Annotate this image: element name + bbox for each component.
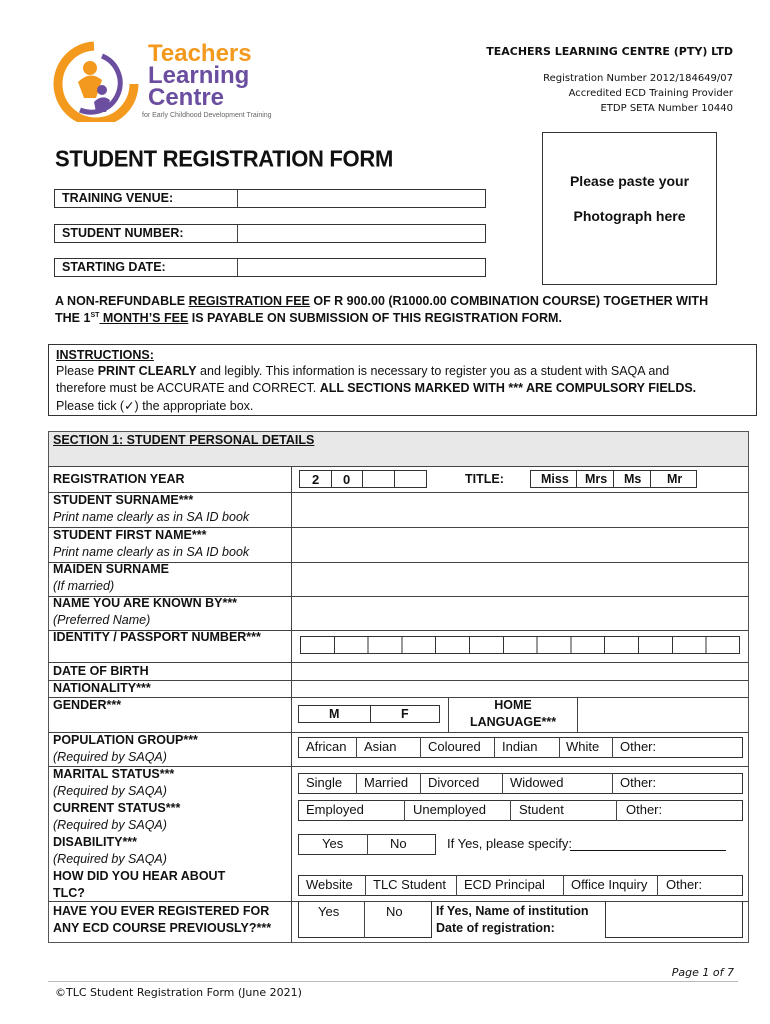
- current-status-label: CURRENT STATUS***: [53, 801, 181, 815]
- photo-box-text-2: Photograph here: [573, 208, 686, 224]
- marital-single[interactable]: Single: [306, 775, 343, 790]
- known-by-field[interactable]: [292, 597, 748, 629]
- hear-office-inquiry[interactable]: Office Inquiry: [571, 877, 648, 892]
- training-venue-row: [54, 189, 486, 208]
- surname-label: STUDENT SURNAME***: [53, 493, 194, 507]
- instructions-box: [48, 344, 757, 416]
- previous-date-label: Date of registration:: [436, 921, 555, 935]
- logo-line-1: Teachers: [148, 40, 252, 67]
- logo-mark-icon: [50, 40, 146, 122]
- instructions-line-1: Please PRINT CLEARLY and legibly. This information is necessary to register you as a student with SAQA and: [56, 364, 670, 378]
- surname-field[interactable]: [292, 493, 748, 526]
- previous-no[interactable]: No: [386, 904, 403, 919]
- nationality-field[interactable]: [292, 681, 748, 696]
- disability-specify-label: If Yes, please specify:: [447, 836, 573, 851]
- disability-label: DISABILITY***: [53, 835, 138, 849]
- company-accreditation: Accredited ECD Training Provider: [568, 88, 733, 99]
- instructions-line-2: therefore must be ACCURATE and CORRECT. ALL SECTIONS MARKED WITH *** ARE COMPULSORY FIELDS.: [56, 381, 697, 395]
- section-1-heading: SECTION 1: STUDENT PERSONAL DETAILS: [53, 433, 315, 447]
- marital-status-note: (Required by SAQA): [53, 784, 167, 798]
- title-ms[interactable]: Ms: [613, 470, 651, 488]
- population-group-note: (Required by SAQA): [53, 750, 167, 764]
- current-unemployed[interactable]: Unemployed: [413, 802, 486, 817]
- population-white[interactable]: White: [566, 739, 600, 754]
- page-number: Page 1 of 7: [671, 966, 734, 979]
- instructions-heading: INSTRUCTIONS:: [56, 348, 154, 362]
- year-digit-1[interactable]: 2: [299, 470, 332, 488]
- population-group-label: POPULATION GROUP***: [53, 733, 198, 747]
- dob-field[interactable]: [292, 663, 748, 679]
- hear-website[interactable]: Website: [306, 877, 353, 892]
- hear-other[interactable]: Other:: [666, 877, 703, 892]
- id-number-boxes[interactable]: [300, 636, 740, 654]
- marital-other[interactable]: Other:: [620, 775, 657, 790]
- current-other[interactable]: Other:: [626, 802, 663, 817]
- known-by-label: NAME YOU ARE KNOWN BY***: [53, 596, 238, 610]
- year-digit-4[interactable]: [394, 470, 427, 488]
- marital-married[interactable]: Married: [364, 775, 409, 790]
- instructions-line-3: Please tick (✓) the appropriate box.: [56, 399, 254, 413]
- starting-date-row: [54, 258, 486, 277]
- surname-note: Print name clearly as in SA ID book: [53, 510, 250, 524]
- current-student[interactable]: Student: [519, 802, 564, 817]
- previous-institution-label: If Yes, Name of institution: [436, 904, 589, 918]
- starting-date-label: STARTING DATE:: [62, 260, 166, 274]
- company-reg-number: Registration Number 2012/184649/07: [543, 73, 733, 84]
- logo-line-3: Centre: [148, 84, 225, 111]
- disability-specify-field[interactable]: [570, 850, 726, 851]
- company-name: TEACHERS LEARNING CENTRE (PTY) LTD: [486, 45, 733, 58]
- footer-copyright: ©TLC Student Registration Form (June 2021): [55, 986, 302, 999]
- home-language-label-1: HOME: [494, 698, 532, 712]
- starting-date-field[interactable]: [238, 259, 485, 276]
- marital-widowed[interactable]: Widowed: [510, 775, 564, 790]
- marital-divorced[interactable]: Divorced: [428, 775, 480, 790]
- maiden-surname-note: (If married): [53, 579, 115, 593]
- maiden-surname-field[interactable]: [292, 563, 748, 595]
- company-seta: ETDP SETA Number 10440: [600, 103, 733, 114]
- maiden-surname-label: MAIDEN SURNAME: [53, 562, 169, 576]
- population-coloured[interactable]: Coloured: [428, 739, 481, 754]
- disability-note: (Required by SAQA): [53, 852, 167, 866]
- gender-m[interactable]: M: [298, 705, 371, 723]
- student-number-label: STUDENT NUMBER:: [62, 226, 184, 240]
- registration-year-label: REGISTRATION YEAR: [53, 472, 185, 486]
- current-employed[interactable]: Employed: [306, 802, 364, 817]
- first-name-note: Print name clearly as in SA ID book: [53, 545, 250, 559]
- dob-label: DATE OF BIRTH: [53, 664, 149, 678]
- training-venue-label: TRAINING VENUE:: [62, 191, 174, 205]
- photo-box[interactable]: [542, 132, 717, 285]
- nationality-label: NATIONALITY***: [53, 681, 151, 695]
- home-language-field[interactable]: [578, 698, 748, 731]
- previous-yes[interactable]: Yes: [318, 904, 340, 919]
- logo-tagline: for Early Childhood Development Training: [142, 112, 272, 119]
- marital-status-label: MARITAL STATUS***: [53, 767, 175, 781]
- training-venue-field[interactable]: [238, 190, 485, 207]
- previous-label-2: ANY ECD COURSE PREVIOUSLY?***: [53, 921, 272, 935]
- hear-tlc-student[interactable]: TLC Student: [373, 877, 446, 892]
- year-digit-2[interactable]: 0: [331, 470, 363, 488]
- year-digit-3[interactable]: [362, 470, 395, 488]
- previous-label-1: HAVE YOU EVER REGISTERED FOR: [53, 904, 270, 918]
- home-language-label-2: LANGUAGE***: [469, 715, 557, 729]
- known-by-note: (Preferred Name): [53, 613, 151, 627]
- id-number-label: IDENTITY / PASSPORT NUMBER***: [53, 630, 261, 644]
- disability-no[interactable]: No: [390, 836, 407, 851]
- hear-about-label-2: TLC?: [53, 886, 85, 900]
- first-name-label: STUDENT FIRST NAME***: [53, 528, 207, 542]
- current-status-note: (Required by SAQA): [53, 818, 167, 832]
- logo-line-2: Learning: [148, 62, 250, 89]
- first-name-field[interactable]: [292, 528, 748, 561]
- hear-about-label-1: HOW DID YOU HEAR ABOUT: [53, 869, 226, 883]
- previous-institution-field[interactable]: [605, 901, 743, 938]
- title-miss[interactable]: Miss: [530, 470, 577, 488]
- hear-ecd-principal[interactable]: ECD Principal: [464, 877, 545, 892]
- title-mrs[interactable]: Mrs: [576, 470, 614, 488]
- population-african[interactable]: African: [306, 739, 347, 754]
- population-other[interactable]: Other:: [620, 739, 657, 754]
- fee-notice-line-1: A NON-REFUNDABLE REGISTRATION FEE OF R 900.00 (R1000.00 COMBINATION COURSE) TOGETHER WITH: [55, 294, 709, 308]
- disability-yes[interactable]: Yes: [322, 836, 344, 851]
- form-title: STUDENT REGISTRATION FORM: [55, 145, 393, 172]
- population-indian[interactable]: Indian: [502, 739, 538, 754]
- title-mr[interactable]: Mr: [650, 470, 697, 488]
- title-label: TITLE:: [465, 472, 504, 486]
- student-number-field[interactable]: [238, 225, 485, 242]
- photo-box-text-1: Please paste your: [569, 173, 690, 189]
- student-number-row: [54, 224, 486, 243]
- gender-f[interactable]: F: [370, 705, 440, 723]
- fee-notice-line-2: THE 1ST MONTH’S FEE IS PAYABLE ON SUBMISSION OF THIS REGISTRATION FORM.: [55, 311, 562, 325]
- population-asian[interactable]: Asian: [364, 739, 397, 754]
- logo: [50, 40, 280, 122]
- gender-label: GENDER***: [53, 698, 122, 712]
